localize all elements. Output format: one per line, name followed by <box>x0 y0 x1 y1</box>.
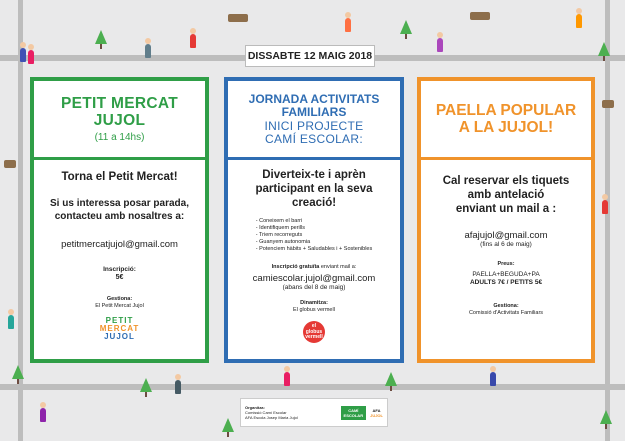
person-icon <box>28 50 34 64</box>
paella-header <box>421 81 591 157</box>
list-item: - Triem recorreguts <box>255 232 303 238</box>
petit-mercat-lead: Torna el Petit Mercat! <box>61 171 178 183</box>
logo-text: AFA <box>372 407 381 413</box>
person-icon <box>145 44 151 58</box>
person-icon <box>576 14 582 28</box>
person-icon <box>190 34 196 48</box>
logo-text: ESCOLAR <box>343 412 364 418</box>
person-icon <box>490 372 496 386</box>
tree-icon <box>222 418 234 432</box>
logo-text: JUJOL <box>370 412 383 418</box>
logo-text: el <box>311 323 317 329</box>
background-path-bottom <box>0 384 625 390</box>
tree-icon <box>598 42 610 56</box>
jornada-reg-rest: enviant mail a: <box>319 264 357 270</box>
tree-icon <box>385 372 397 386</box>
petit-mercat-interest-line2: contacteu amb nosaltres a: <box>54 210 185 222</box>
organizer-box <box>240 398 388 427</box>
logo-text: globus <box>305 328 323 335</box>
paella-managed-by: Comissió d'Activitats Familiars <box>468 310 544 316</box>
logo-text: PETIT <box>105 316 134 325</box>
petit-mercat-email[interactable]: petitmercatjujol@gmail.com <box>61 239 178 250</box>
jornada-sub-line1: INICI PROJECTE <box>264 118 364 133</box>
logo-text: MERCAT <box>99 324 140 333</box>
bench-icon <box>4 160 16 168</box>
cami-escolar-logo <box>341 406 367 420</box>
jornada-email[interactable]: camiescolar.jujol@gmail.com <box>252 273 376 284</box>
jornada-card <box>224 77 404 363</box>
bench-icon <box>470 12 490 20</box>
petit-mercat-fee-value: 5€ <box>115 274 124 281</box>
petit-mercat-hours: (11 a 14hs) <box>94 132 145 143</box>
jornada-title-line2: FAMILIARS <box>281 105 347 119</box>
person-icon <box>175 380 181 394</box>
paella-lead-line3: enviant un mail a : <box>455 203 557 215</box>
paella-deadline: (fins al 6 de maig) <box>480 241 532 248</box>
petit-mercat-title-line2: JUJOL <box>93 112 146 129</box>
bench-icon <box>602 100 614 108</box>
list-item: - Potenciem hàbits + Saludables i + Sostenibles <box>255 246 373 252</box>
logo-text: CAMÍ <box>348 407 359 413</box>
organizer-line2: AFA Escola Josep Maria Jujol <box>245 415 298 420</box>
tree-icon <box>400 20 412 34</box>
person-icon <box>20 48 26 62</box>
jornada-sub-line2: CAMÍ ESCOLAR: <box>265 131 363 146</box>
list-item: - Identifiquem perills <box>255 225 305 231</box>
petit-mercat-managed-by: El Petit Mercat Jujol <box>95 303 144 309</box>
tree-icon <box>12 365 24 379</box>
petit-mercat-title-line1: PETIT MERCAT <box>61 95 178 112</box>
petit-mercat-logo <box>100 317 140 341</box>
jornada-header <box>228 81 400 157</box>
organizer-label: Organitza: <box>245 405 265 410</box>
person-icon <box>40 408 46 422</box>
jornada-lead-line2: participant en la seva creació! <box>255 183 373 209</box>
tree-icon <box>600 410 612 424</box>
person-icon <box>284 372 290 386</box>
person-icon <box>437 38 443 52</box>
paella-price-label: Preus: <box>497 261 515 267</box>
event-date <box>245 45 375 67</box>
paella-lead-line1: Cal reservar els tiquets <box>442 175 570 187</box>
paella-email[interactable]: afajujol@gmail.com <box>464 230 548 241</box>
logo-text: JUJOL <box>104 332 135 341</box>
jornada-dyn-by: El globus vermell <box>293 307 335 313</box>
logo-text: vermell <box>305 334 323 340</box>
list-item: - Guanyem autonomia <box>255 239 311 245</box>
person-icon <box>8 315 14 329</box>
paella-managed-label: Gestiona: <box>493 303 519 309</box>
petit-mercat-card <box>30 77 209 363</box>
organizer-line1: Comissió Camí Escolar <box>245 410 287 415</box>
afa-jujol-logo <box>370 408 383 418</box>
jornada-deadline: (abans del 8 de maig) <box>282 284 346 291</box>
paella-price-values: ADULTS 7€ / PETITS 5€ <box>469 279 543 286</box>
bench-icon <box>228 14 248 22</box>
petit-mercat-fee-label: Inscripció: <box>103 266 136 273</box>
globus-vermell-logo <box>303 321 325 343</box>
background-path-right <box>605 0 610 441</box>
jornada-body <box>228 160 400 343</box>
list-item: - Coneixem el barri <box>255 218 303 224</box>
jornada-title-line1: JORNADA ACTIVITATS <box>248 91 380 106</box>
organizer-text <box>245 405 337 420</box>
jornada-reg-bold: Inscripció gratuïta <box>271 264 320 270</box>
paella-lead-line2: amb antelació <box>467 189 545 201</box>
jornada-list <box>256 218 373 253</box>
person-icon <box>345 18 351 32</box>
paella-price-items: PAELLA+BEGUDA+PA <box>472 271 540 278</box>
person-icon <box>602 200 608 214</box>
tree-icon <box>95 30 107 44</box>
petit-mercat-body <box>34 160 205 341</box>
event-date-text: DISSABTE 12 MAIG 2018 <box>247 50 373 62</box>
jornada-dyn-label: Dinamitza: <box>300 300 328 306</box>
paella-title-line2: A LA JUJOL! <box>458 119 554 136</box>
petit-mercat-interest-line1: Si us interessa posar parada, <box>50 198 189 209</box>
petit-mercat-header <box>34 81 205 157</box>
jornada-lead-line1: Diverteix-te i aprèn <box>262 169 366 181</box>
paella-card <box>417 77 595 363</box>
tree-icon <box>140 378 152 392</box>
paella-title-line1: PAELLA POPULAR <box>435 102 577 119</box>
paella-body <box>421 160 591 317</box>
petit-mercat-managed-label: Gestiona: <box>106 296 133 302</box>
